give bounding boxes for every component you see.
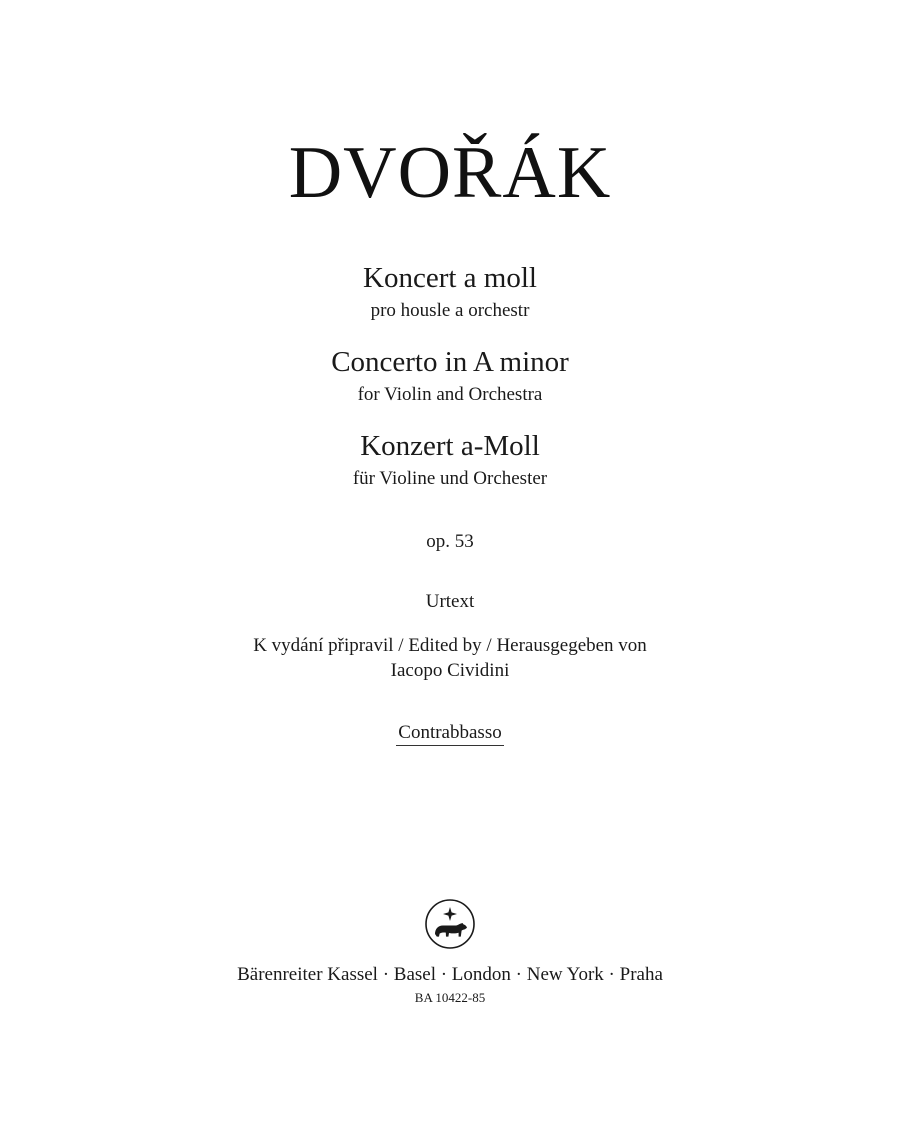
part-name: Contrabbasso [396,723,503,746]
part-name-container [0,723,900,746]
title-czech: Koncert a moll [363,262,537,294]
subtitle-german: für Violine und Orchester [352,468,548,489]
publisher-line: Bärenreiter Kassel · Basel · London · New York · Praha [237,964,663,985]
publisher-logo-icon [424,898,476,950]
edited-by-label: K vydání připravil / Edited by / Herausgegeben von [253,635,647,656]
opus-number: op. 53 [426,531,474,552]
title-german: Konzert a-Moll [360,430,540,462]
editor-name: Iacopo Cividini [390,660,510,681]
edition-type: Urtext [425,591,475,612]
subtitle-czech: pro housle a orchestr [370,300,530,321]
catalog-number: BA 10422-85 [414,990,486,1005]
composer-name: DVOŘÁK [288,132,612,214]
subtitle-english: for Violin and Orchestra [357,384,543,405]
title-english: Concerto in A minor [331,346,569,378]
